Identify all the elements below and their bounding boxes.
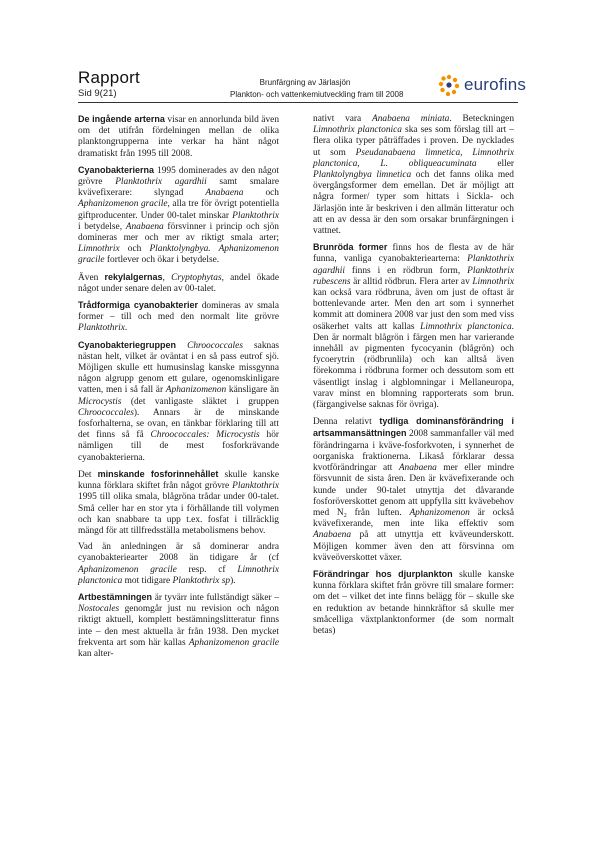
text-run: känsligare än xyxy=(226,385,279,396)
text-run: försvinner i princip och sjön domineras mer och mer av riktigt smala arter; xyxy=(78,221,279,244)
text-run: nativt vara xyxy=(313,114,372,124)
bold-term: Artbestämningen xyxy=(78,591,153,602)
text-run: mer eller mindre försvunnit de sista åren. Den är kvävefixerande och kunde under 90-talet utnyttja det dåvarande fosforöverskottet genom att uppfylla sitt kvävebehov med N₂ från luften. xyxy=(313,463,514,518)
bold-term: Förändringar hos djurplankton xyxy=(313,568,453,579)
text-run: . Beteckningen xyxy=(449,114,515,124)
italic-term: Anabaena xyxy=(313,530,352,541)
body-paragraph xyxy=(78,300,279,335)
bold-term: De ingående arterna xyxy=(78,114,165,124)
italic-term: Planktothrix xyxy=(78,323,125,334)
text-run: (det vanligaste släktet i gruppen xyxy=(121,396,279,407)
italic-term: Planktothrix xyxy=(232,481,279,492)
left-column xyxy=(78,114,279,665)
body-paragraph xyxy=(78,165,279,267)
document-title-line-2: Plankton- och vattenkemiutveckling fram till 2008 xyxy=(230,90,404,99)
text-run: kan alter- xyxy=(78,648,114,659)
bold-term: minskande fosforinnehållet xyxy=(97,468,219,479)
italic-term: Planktothrix agardhii xyxy=(313,254,514,276)
italic-term: Aphanizomenon gracile xyxy=(78,199,168,210)
text-run: på att utnyttja ett kväveunderskott. Möjligen kommer även den att försvinna om kväveöverskottet växer. xyxy=(313,530,514,563)
body-paragraph xyxy=(78,114,279,160)
bold-term: Cyanobakteriegruppen xyxy=(78,339,177,350)
body-paragraph xyxy=(313,242,514,411)
italic-term: Limnothrix xyxy=(78,244,120,255)
italic-term: Aphanizomenon xyxy=(165,385,227,396)
italic-term: Chroococcales: Microcystis xyxy=(150,430,260,441)
italic-term: Planktothrix rubescens xyxy=(313,265,514,287)
text-run: , xyxy=(162,272,172,283)
text-run: resp. cf xyxy=(176,564,238,575)
text-run: finns hos de flesta av de här funna, vanliga cyanobakteriearterna: xyxy=(313,243,514,265)
text-run: , alla tre för övrigt potentiella giftproducenter. Under 00-talet minskar xyxy=(78,199,279,221)
bold-term: Brunröda former xyxy=(313,242,388,253)
body-paragraph xyxy=(78,272,279,295)
body-paragraph xyxy=(313,569,514,637)
text-run: visar en annorlunda bild även om det utifrån fördelningen mellan de olika planktongrupperna inte verkar ha hänt något dramatiskt från 1995 till 2008. xyxy=(78,115,280,159)
text-run: fortlever och ökar i betydelse. xyxy=(104,255,220,266)
text-run: 1995 till olika smala, blågröna trådar under 00-talet. Små celler har en stor yta i förhållande till volymen och kan snabbare ta upp t.ex. fosfat i tillräcklig mängd för att tillfredsställa metabolismens behov. xyxy=(78,492,279,536)
text-run: i betydelse, xyxy=(78,221,126,232)
document-title-line-1: Brunfärgning av Järlasjön xyxy=(259,78,351,87)
bold-term: tydliga dominansförändring i artsammansättningen xyxy=(313,416,514,439)
bold-term: rekylalgernas xyxy=(104,271,163,282)
text-run: skulle kanske kunna förklara skiftet från grövre till smalare former: om det – vilket det inte finns belägg för – skulle ske en reduktion av betande hinnkräftor så skulle mer småcelliga växtplanktonformer (de som normalt betas) xyxy=(313,569,514,636)
italic-term: Aphanizomenon xyxy=(409,507,470,518)
header-divider xyxy=(78,102,518,103)
text-run: eller xyxy=(476,158,514,169)
logo-wordmark: eurofins xyxy=(464,75,527,94)
text-run: . Den är normalt blågrön i färgen men har varierande innehåll av pigmenten fycocyanin (blågrön) och fycoerytrin (rödbrunlila) och kan alltså även förekomma i rödbruna former och dessutom som ett väsentligt inslag i algblomningar i Mellaneuropa, varav minst en blomning rapporterats som brun. (färgangivelse saknas för övriga). xyxy=(313,321,514,411)
italic-term: Anabaena xyxy=(125,221,164,232)
italic-term: Anabaena xyxy=(205,188,244,199)
bold-term: Trådformiga cyanobakterier xyxy=(78,300,198,311)
text-run: , andel ökade något under senare delen av 00-talet. xyxy=(78,272,280,294)
text-run: samt smalare kvävefixerare: slyngad xyxy=(78,177,279,199)
text-run: ska ses som förslag till art – flera olika typer påträffades i proven. De nycklades ut som xyxy=(313,125,514,158)
text-run: mot tidigare xyxy=(122,575,173,586)
text-run: genomgår just nu revision och någon riktigt aktuell, komplett bestämningslitteratur finns inte – den mest aktuella är från 1938. Den mycket frekventa art som här kallas xyxy=(78,604,279,648)
italic-term: Planktolyngbya limnetica xyxy=(313,170,412,181)
italic-term: Planktothrix sp xyxy=(172,575,231,586)
italic-term: Aphanizomenon gracile xyxy=(78,564,177,575)
italic-term: Pseudanabaena limnetica, Limnothrix planctonica, L. obliqueacuminata xyxy=(313,147,514,169)
text-run: ). Annars är de minskande fosforhalterna, se ovan, en tänkbar förklaring till att det finns så få xyxy=(78,407,279,441)
page-number: Sid 9(21) xyxy=(78,88,117,99)
eurofins-dots-logo-icon xyxy=(438,74,460,96)
text-run: domineras av smala former – till och med den normalt lite grövre xyxy=(78,301,279,323)
text-run: kan också vara rödbruna, även om just de oftast är bottenlevande arter. Men den art som i synnerhet kommit att dominera 2008 var just den som med viss osäkerhet valts att kallas xyxy=(313,288,514,332)
text-run: skulle kanske kunna förklara skiftet från något grövre xyxy=(78,469,279,492)
text-run: är också kvävefixerande, men inte lika effektiv som xyxy=(313,507,514,530)
italic-term: Limnothrix xyxy=(472,276,514,287)
text-run: är tyvärr inte fullständigt säker – xyxy=(152,592,279,603)
body-paragraph xyxy=(78,469,279,537)
text-run: 2008 sammanfaller väl med förändringarna i kväve-fosforkvoten, i synnerhet de oorganiska fraktionerna. Likaså förklarar dessa kvotförändringar att xyxy=(313,429,514,474)
text-run: hör nämligen till de mest fosforkrävande cyanobakterierna. xyxy=(78,430,279,463)
text-run: Vad än anledningen är så dominerar andra cyanobakteriearter 2008 än tidigare år (cf xyxy=(78,542,279,564)
text-run: finns i en rödbrun form, xyxy=(344,265,468,276)
text-run: Det xyxy=(78,469,98,480)
italic-term: Planktothrix xyxy=(232,210,279,221)
text-run: och xyxy=(243,188,279,199)
text-run: och xyxy=(119,244,150,255)
italic-term: Limnothrix planctonica xyxy=(313,125,402,136)
bold-term: Cyanobakterierna xyxy=(78,164,155,175)
italic-term: Anabaena miniata xyxy=(371,114,450,124)
text-run: är alltid rödbrun. Flera arter av xyxy=(350,276,473,287)
body-paragraph xyxy=(313,114,514,237)
italic-term: Aphanizomenon gracile xyxy=(188,637,280,648)
body-paragraph xyxy=(78,592,279,660)
body-paragraph xyxy=(313,416,514,564)
italic-term: Planktothrix agardhii xyxy=(115,177,207,188)
italic-term: Microcystis xyxy=(78,396,122,407)
body-paragraph xyxy=(78,542,279,587)
right-column xyxy=(313,114,514,642)
italic-term: Cryptophytas xyxy=(171,272,222,283)
text-run: saknas nästan helt, vilket är oväntat i en så pass eutrof sjö. Möjligen skulle ett humusinslag kanske missgynna någon algrupp genom ett gulare, ogenomskinligare vatten, men i så fall är xyxy=(78,340,280,396)
body-paragraph xyxy=(78,340,279,464)
text-run: Denna relativt xyxy=(313,417,380,428)
report-label: Rapport xyxy=(78,68,140,87)
italic-term: Chroococcales xyxy=(78,407,134,418)
company-logo xyxy=(438,74,526,96)
text-run: Även xyxy=(78,272,105,283)
italic-term: Limnothrix planctonica xyxy=(78,564,279,586)
text-run xyxy=(176,341,187,351)
italic-term: Planktolyngbya. Aphanizomenon gracile xyxy=(78,244,279,266)
document-title xyxy=(230,77,404,101)
italic-term: Limnothrix planctonica xyxy=(420,321,512,332)
text-run: 1995 dominerades av den något grövre xyxy=(78,165,279,188)
text-run: . xyxy=(124,323,128,334)
italic-term: Anabaena xyxy=(398,463,437,474)
text-run: och det fanns olika med övergångsformer dem emellan. Det är möjligt att några former/ typer som hittats i Sickla- och Järlasjön inte är beskriven i den allmän litteratur och att en av dessa är den som orsakar brunfärgningen i vattnet. xyxy=(313,170,514,237)
italic-term: Chroococcales xyxy=(187,340,243,351)
italic-term: Nostocales xyxy=(78,604,120,615)
text-run: ). xyxy=(230,575,236,586)
